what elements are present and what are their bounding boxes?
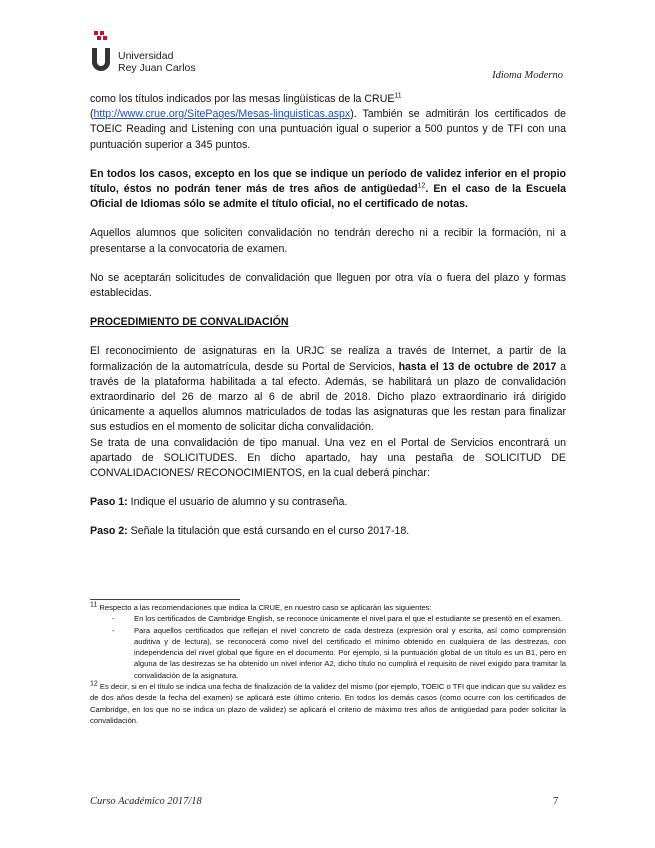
footnote-11-item-skills: - Para aquellos certificados que reflejan el nivel concreto de cada destreza (expresión oral y escrita, así como comprensión auditiva y de lectura), se reconocerá como nivel del certificado el mínimo obtenido en cualquiera de las destrezas, con independencia del nivel global que figure en el documento. Por ejemplo, si la puntuación global de un título es un B1, pero en alguna de las destrezas se ha obtenido un nivel inferior A2, dicho título no cumplirá el requisito de nivel exigido para tramitar la convalidación de la asignatura. bbox=[134, 625, 566, 681]
footnote-11-list bbox=[90, 613, 566, 681]
paragraph-no-accept: No se aceptarán solicitudes de convalidación que lleguen por otra vía o fuera del plazo y formas establecidas. bbox=[90, 271, 566, 300]
footnote-12-text: Es decir, si en el título se indica una fecha de finalización de la validez del mismo (por ejemplo, TOEIC o TFI que indican que su validez es de dos años desde la fecha del examen) se aplicará este último criterio. En todos los demás casos (como ocurre con los certificados de Cambridge, en los que no se indica un plazo de validez) se aplicará el criterio de máximo tres años de antigüedad para poder solicitar la convalidación. bbox=[90, 682, 566, 725]
validity-bold-1: En todos los casos, excepto en los que se indique un período de validez inferior en el propio título, éstos no podrán tener más de tres años de antigüedad bbox=[90, 167, 566, 196]
validity-bold-2: . En el caso de la Escuela Oficial de Idiomas sólo se admite el título oficial, no el certificado de notas. bbox=[90, 183, 566, 211]
logo-line-2: Rey Juan Carlos bbox=[118, 61, 196, 74]
step-2-label: Paso 2: bbox=[90, 525, 128, 538]
footnote-divider bbox=[90, 599, 240, 600]
footnote-12 bbox=[90, 681, 566, 726]
footnote-11 bbox=[90, 602, 566, 613]
paragraph-crue bbox=[90, 92, 566, 153]
paragraph-validity bbox=[90, 167, 566, 213]
step-2-text: Señale la titulación que está cursando en el curso 2017-18. bbox=[127, 525, 410, 538]
footer-course: Curso Académico 2017/18 bbox=[90, 796, 202, 807]
footnote-ref-11[interactable]: 11 bbox=[394, 92, 402, 100]
step-2 bbox=[90, 524, 566, 539]
document-body bbox=[90, 92, 566, 554]
paren-open: ( bbox=[90, 108, 94, 121]
footnote-11-text: Respecto a las recomendaciones que indica la CRUE, en nuestro caso se aplicarán las siguientes: bbox=[97, 603, 432, 612]
paragraph-no-training: Aquellos alumnos que soliciten convalidación no tendrán derecho ni a recibir la formación, ni a presentarse a la convocatoria de examen. bbox=[90, 227, 566, 255]
procedure-text-1: El reconocimiento de asignaturas en la URJC se realiza a través de Internet, a partir de la formalización de la automatrícula, desde su Portal de Servicios, bbox=[90, 345, 566, 373]
footnotes bbox=[90, 602, 566, 726]
urjc-logo-icon bbox=[90, 30, 112, 76]
header-title: Idioma Moderno bbox=[492, 70, 563, 81]
footnote-12-number: 12 bbox=[90, 680, 98, 688]
footnote-ref-12[interactable]: 12 bbox=[417, 182, 426, 190]
section-heading: PROCEDIMIENTO DE CONVALIDACIÓN bbox=[90, 316, 289, 329]
logo-line-1: Universidad bbox=[118, 50, 174, 62]
paragraph-manual: Se trata de una convalidación de tipo manual. Una vez en el Portal de Servicios encontrará un apartado de SOLICITUDES. En dicho apartado, hay una pestaña de SOLICITUD DE CONVALIDACIONES/ RECONOCIMIENTOS, en la cual deberá pinchar: bbox=[90, 436, 566, 480]
step-1-label: Paso 1: bbox=[90, 496, 128, 509]
university-logo bbox=[90, 30, 200, 76]
step-1 bbox=[90, 495, 566, 510]
footnote-11-number: 11 bbox=[90, 601, 98, 609]
paragraph-procedure bbox=[90, 344, 566, 435]
page-number: 7 bbox=[553, 796, 559, 807]
step-1-text: Indique el usuario de alumno y su contraseña. bbox=[127, 496, 348, 509]
procedure-deadline: hasta el 13 de octubre de 2017 bbox=[398, 360, 557, 373]
paragraph-crue-text: como los títulos indicados por las mesas lingüísticas de la CRUE bbox=[90, 93, 395, 105]
crue-link[interactable]: http://www.crue.org/SitePages/Mesas-linguisticas.aspx bbox=[93, 108, 351, 121]
logo-text bbox=[118, 51, 196, 74]
procedure-text-2: a través de la plataforma habilitada a tal efecto. Además, se habilitará un plazo de convalidación extraordinario del 26 de marzo al 6 de abril de 2018. Dicho plazo extraordinario irá dirigido únicamente a aquellos alumnos matriculados de todas las asignaturas que les restan para finalizar sus estudios en el momento de solicitar dicha convalidación. bbox=[90, 360, 566, 434]
paragraph-crue-text-2: ). También se admitirán los certificados de TOEIC Reading and Listening con una puntuación igual o superior a 500 puntos y de TFI con una puntuación superior a 345 puntos. bbox=[90, 108, 566, 151]
footnote-11-item-cambridge: - En los certificados de Cambridge English, se reconoce únicamente el nivel para el que el estudiante se presentó en el examen. bbox=[134, 613, 566, 624]
